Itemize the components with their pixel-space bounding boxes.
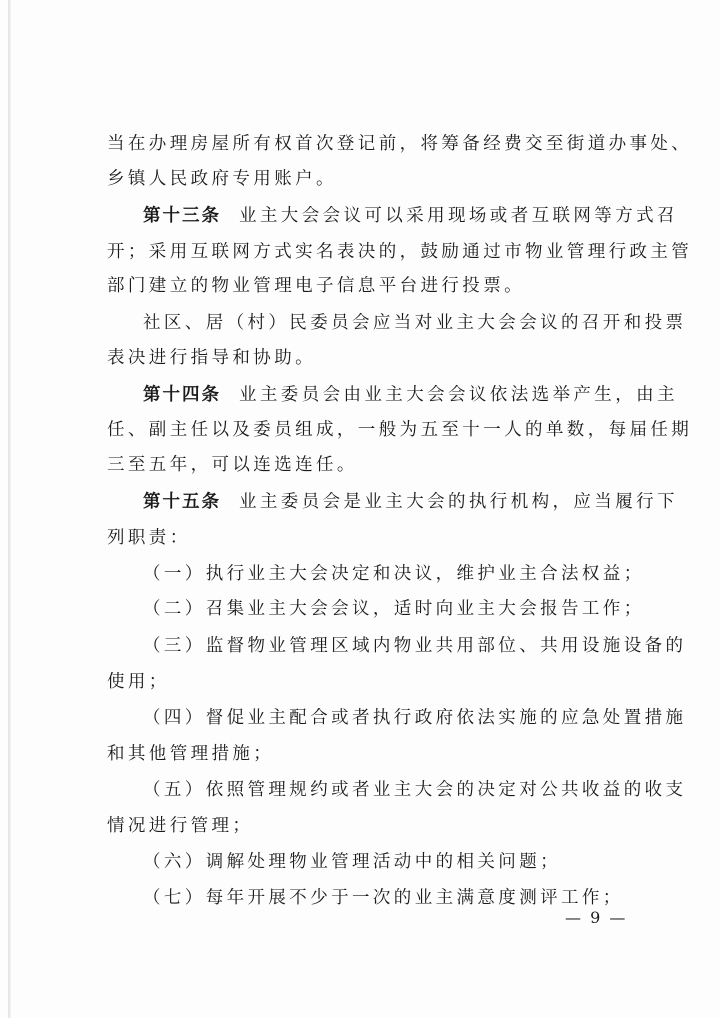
page-number: — 9 — <box>565 908 628 927</box>
list-item: （四）督促业主配合或者执行政府依法实施的应急处置措施 <box>143 708 687 728</box>
text-line: 部门建立的物业管理电子信息平台进行投票。 <box>107 276 525 296</box>
article-14-line <box>143 383 678 407</box>
text-line: 三至五年，可以连选连任。 <box>107 455 358 475</box>
article-14-heading: 第十四条 <box>143 385 221 405</box>
article-13-heading: 第十三条 <box>143 206 221 226</box>
text-line: 乡镇人民政府专用账户。 <box>107 169 337 189</box>
text-line: 开；采用互联网方式实名表决的，鼓励通过市物业管理行政主管 <box>107 242 693 262</box>
article-13-line <box>143 204 678 228</box>
article-14-text: 业主委员会由业主大会会议依法选举产生，由主 <box>239 385 678 405</box>
article-15-line <box>143 490 678 514</box>
article-13-text: 业主大会会议可以采用现场或者互联网等方式召 <box>239 206 678 226</box>
list-item: （一）执行业主大会决定和决议，维护业主合法权益； <box>143 564 645 584</box>
list-item: （二）召集业主大会会议，适时向业主大会报告工作； <box>143 599 645 619</box>
text-line: 使用； <box>107 672 170 692</box>
text-line: 当在办理房屋所有权首次登记前，将筹备经费交至街道办事处、 <box>107 134 693 154</box>
list-item: （三）监督物业管理区域内物业共用部位、共用设施设备的 <box>143 636 687 656</box>
list-item: （六）调解处理物业管理活动中的相关问题； <box>143 852 561 872</box>
scan-edge-shadow <box>8 0 11 1018</box>
text-line: 列职责： <box>107 528 191 548</box>
text-line: 社区、居（村）民委员会应当对业主大会会议的召开和投票 <box>143 313 687 333</box>
list-item: （七）每年开展不少于一次的业主满意度测评工作； <box>143 888 624 908</box>
article-15-text: 业主委员会是业主大会的执行机构，应当履行下 <box>239 492 678 512</box>
text-line: 任、副主任以及委员组成，一般为五至十一人的单数，每届任期 <box>107 420 693 440</box>
text-line: 表决进行指导和协助。 <box>107 348 316 368</box>
text-line: 情况进行管理； <box>107 816 254 836</box>
article-15-heading: 第十五条 <box>143 492 221 512</box>
list-item: （五）依照管理规约或者业主大会的决定对公共收益的收支 <box>143 780 687 800</box>
text-line: 和其他管理措施； <box>107 744 275 764</box>
